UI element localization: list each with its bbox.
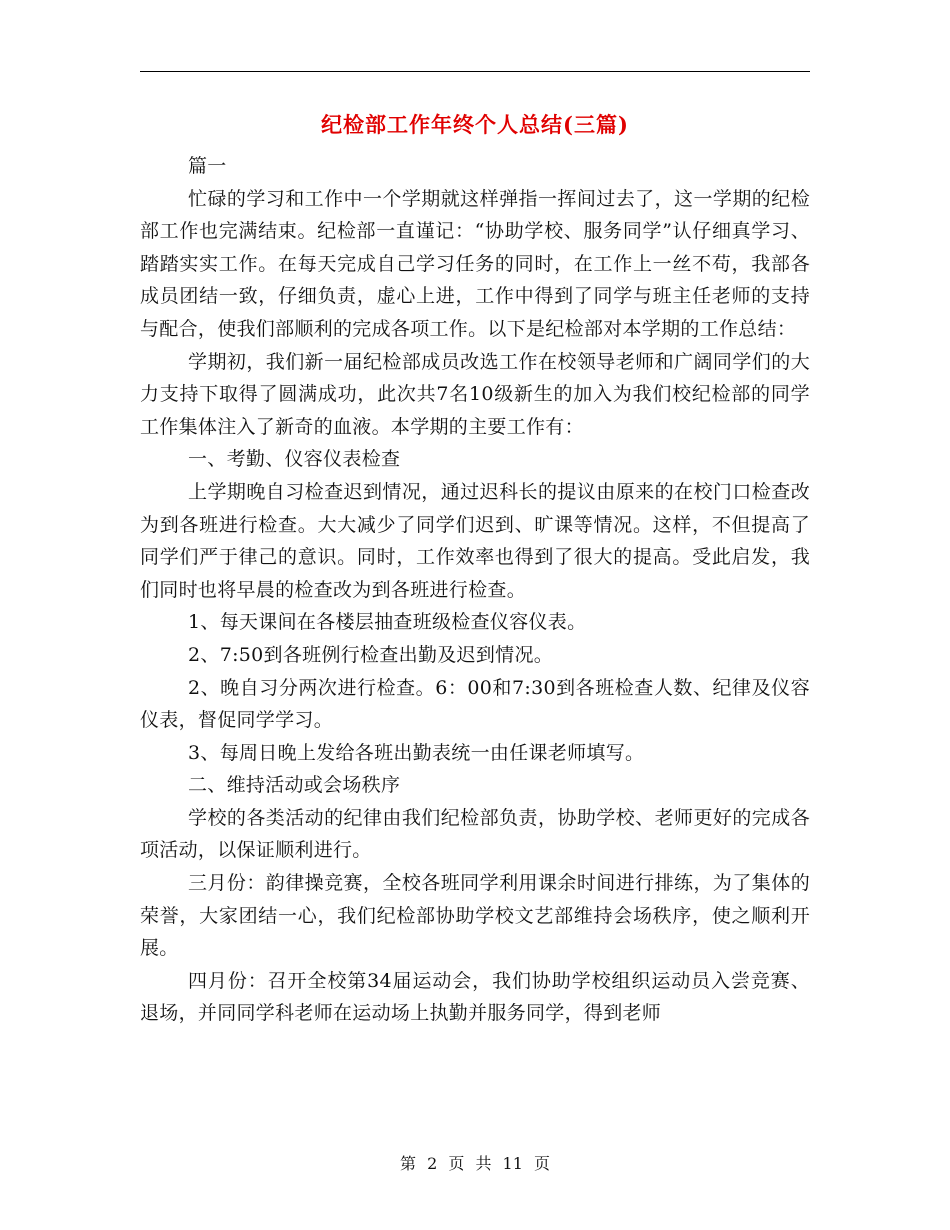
section-heading: 一、考勤、仪容仪表检查 xyxy=(188,448,401,471)
list-item: 3、每周日晚上发给各班出勤表统一由任课老师填写。 xyxy=(188,741,645,764)
section-label: 篇一 xyxy=(188,155,227,177)
paragraph: 四月份：召开全校第34届运动会，我们协助学校组织运动员入尝竞赛、退场，并同同学科老师在运动场上执勤并服务同学，得到老师 xyxy=(140,969,810,1025)
list-item: 1、每天课间在各楼层抽查班级检查仪容仪表。 xyxy=(188,611,587,634)
paragraph: 学校的各类活动的纪律由我们纪检部负责，协助学校、老师更好的完成各项活动，以保证顺利进行。 xyxy=(140,806,810,862)
section-heading: 二、维持活动或会场秩序 xyxy=(188,774,401,797)
document-body xyxy=(140,150,810,1030)
document-title: 纪检部工作年终个人总结(三篇) xyxy=(321,112,629,137)
list-item: 2、晚自习分两次进行检查。6：00和7:30到各班检查人数、纪律及仪容仪表，督促同学学习。 xyxy=(140,676,810,732)
list-item: 2、7:50到各班例行检查出勤及迟到情况。 xyxy=(188,643,554,666)
page-number: 第 2 页 共 11 页 xyxy=(400,1154,550,1173)
paragraph: 三月份：韵律操竞赛，全校各班同学利用课余时间进行排练，为了集体的荣誉，大家团结一心，我们纪检部协助学校文艺部维持会场秩序，使之顺利开展。 xyxy=(140,872,810,960)
paragraph: 学期初，我们新一届纪检部成员改选工作在校领导老师和广阔同学们的大力支持下取得了圆满成功，此次共7名10级新生的加入为我们校纪检部的同学工作集体注入了新奇的血液。本学期的主要工作有： xyxy=(140,350,810,438)
paragraph: 上学期晚自习检查迟到情况，通过迟科长的提议由原来的在校门口检查改为到各班进行检查。大大减少了同学们迟到、旷课等情况。这样，不但提高了同学们严于律己的意识。同时，工作效率也得到了很大的提高。受此启发，我们同时也将早晨的检查改为到各班进行检查。 xyxy=(140,480,810,601)
header-rule xyxy=(140,71,810,72)
paragraph: 忙碌的学习和工作中一个学期就这样弹指一挥间过去了，这一学期的纪检部工作也完满结束。纪检部一直谨记：“协助学校、服务同学”认仔细真学习、踏踏实实工作。在每天完成自己学习任务的同时，在工作上一丝不苟，我部各成员团结一致，仔细负责，虚心上进，工作中得到了同学与班主任老师的支持与配合，使我们部顺利的完成各项工作。以下是纪检部对本学期的工作总结： xyxy=(140,187,810,340)
